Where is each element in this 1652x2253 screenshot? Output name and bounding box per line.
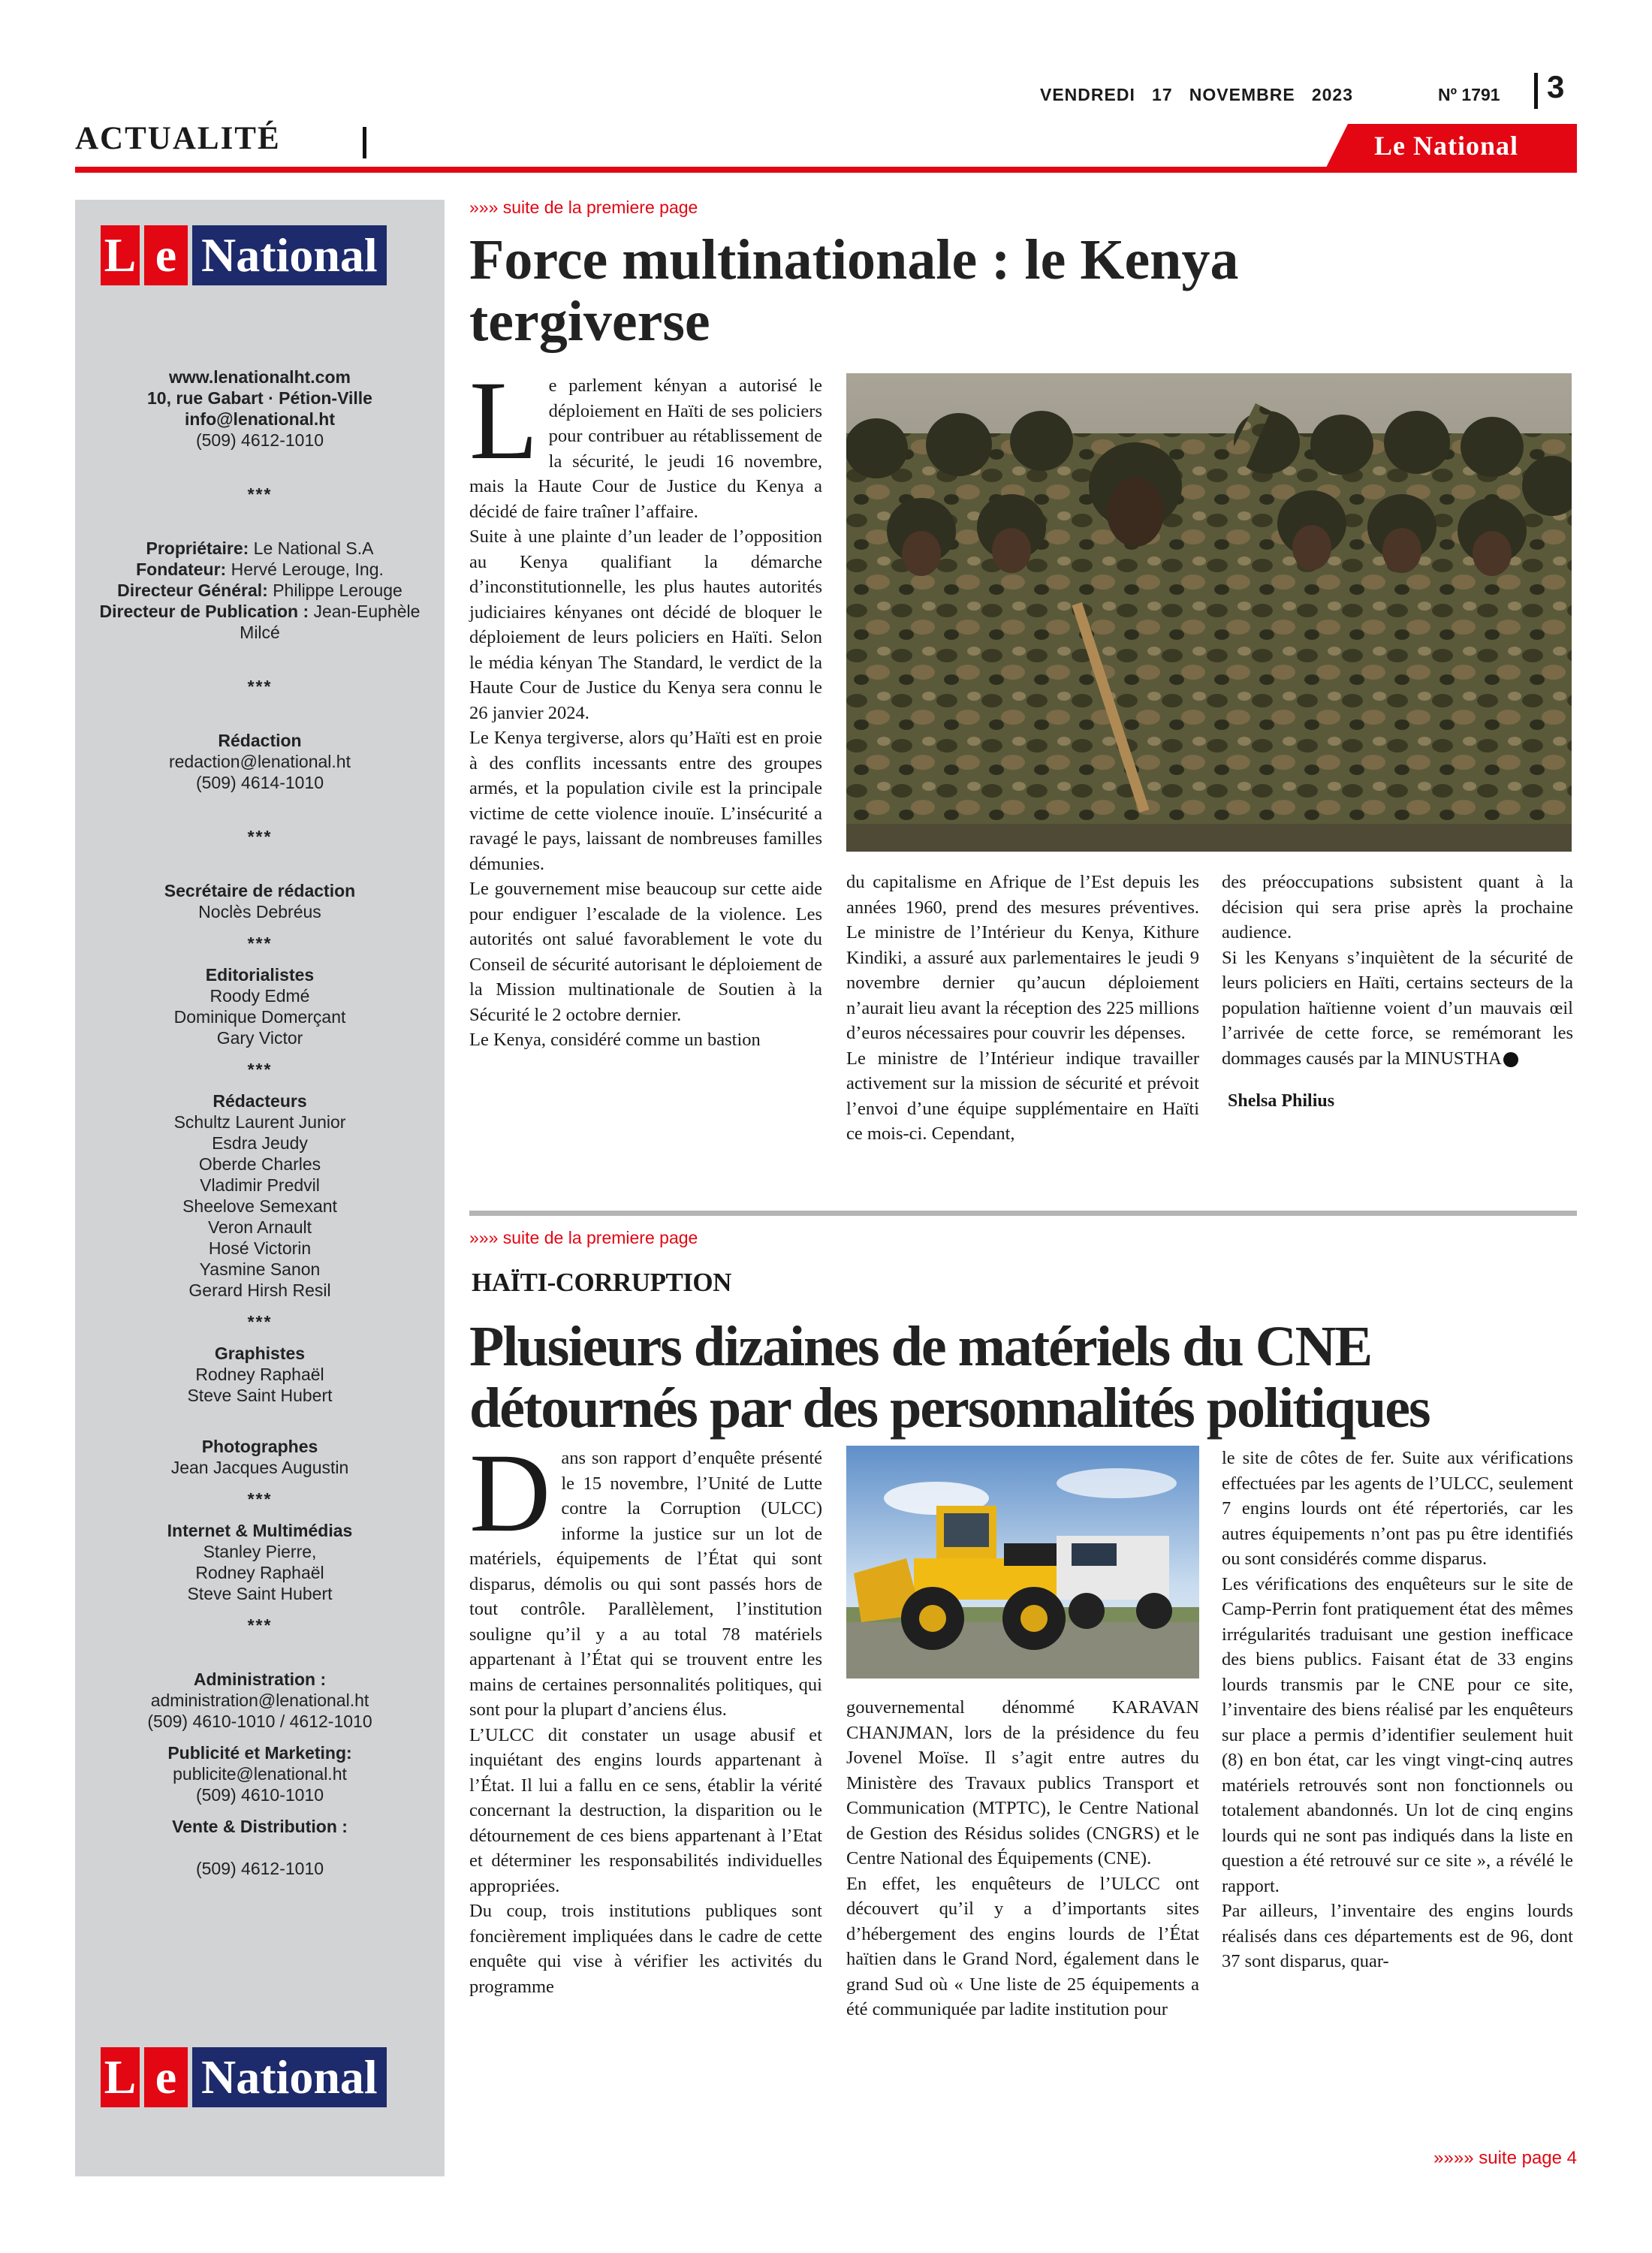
article1-column-3: des préoccupations subsistent quant à la décision qui sera prise après la prochaine audience. Si les Kenyans s’inquiètent de la sécurité de leurs policiers en Haïti, certains secteurs de la population haïtienne voient d’un mauvais œil l’arrivée de cette force, se remémorant les dommages causés par la MINUSTHA Shelsa Philius — [1222, 870, 1573, 1114]
separator: *** — [247, 484, 273, 504]
article2-column-2: gouvernemental dénommé KARAVAN CHANJMAN, lors de la présidence du feu Jovenel Moïse. Il s’agit entre autres du Ministère des Travaux publics Transport et Communication (MTPTC), le Centre National de Gestion des Résidus solides (CNGRS) et le Centre National des Équipements (CNE). En effet, les enquêteurs de l’ULCC ont découvert qu’il y a d’importants sites d’hébergement des engins lourds de l’État haïtien dans le Grand Nord, également dans le grand Sud où « Une liste de 25 équipements a été communiquée par ladite institution pour — [846, 1697, 1199, 2019]
email-link[interactable]: info@lenational.ht — [184, 409, 336, 429]
article2-dropcap: D — [469, 1431, 551, 1555]
vente-block: Vente & Distribution : (509) 4612-1010 — [172, 1817, 348, 1878]
separator: *** — [247, 1489, 273, 1509]
contact-block — [75, 366, 445, 451]
header-divider — [1534, 73, 1538, 109]
heavy-equipment-photo — [846, 1446, 1199, 1678]
article1-kicker: »»» suite de la premiere page — [469, 198, 698, 217]
article2-headline: Plusieurs dizaines de matériels du CNE détournés par des personnalités politiques — [469, 1315, 1430, 1440]
article-divider — [469, 1211, 1577, 1216]
phone: (509) 4612-1010 — [195, 430, 324, 450]
administration-block: Administration : administration@lenational.ht (509) 4610-1010 / 4612-1010 — [147, 1669, 372, 1731]
ownership-line: Directeur de Publication : Jean-Euphèle Milcé — [99, 602, 421, 642]
article1-dropcap: L — [469, 358, 538, 483]
separator: *** — [247, 1312, 273, 1332]
separator: *** — [247, 1615, 273, 1635]
article1-column-1: Le parlement kényan a autorisé le déploiement en Haïti de ses policiers pour contribuer au rétablissement de la sécurité, le jeudi 16 novembre, mais la Haute Cour de Justice du Kenya a décidé de faire traîner l’affaire. Suite à une plainte d’un leader de l’opposition au Kenya qualifiant la démarche d’inconstitutionnelle, les plus hautes autorités judiciaires kényanes ont décidé de bloquer le déploiement de leurs policiers en Haïti. Selon le média kényan The Standard, le verdict de la Haute Cour de Justice du Kenya sera connu le 26 janvier 2024. Le Kenya tergiverse, alors qu’Haïti est en proie à des conflits incessants entre des groupes armés, et la population civile est la principale victime de cette violence inouïe. L’insécurité a ravagé le pays, laissant de nombreuses familles démunies. Le gouvernement mise beaucoup sur cette aide pour endiguer l’escalade de la violence. Les autorités ont salué favorablement le vote du Conseil de sécurité autorisant le déploiement de la Mission multinationale de Soutien à la Sécurité le 2 octobre dernier. Le Kenya, considéré comme un bastion — [469, 358, 822, 1050]
ownership-line: Fondateur: Hervé Lerouge, Ing. — [136, 559, 384, 579]
publicite-block: Publicité et Marketing: publicite@lenational.ht (509) 4610-1010 — [167, 1743, 352, 1805]
end-mark-icon — [1503, 1052, 1518, 1067]
masthead-sidebar — [75, 200, 445, 2176]
issue-date: VENDREDI 17 NOVEMBRE 2023 — [1040, 85, 1354, 104]
newspaper-logo: L e National — [101, 225, 387, 285]
masthead-text — [75, 366, 445, 1879]
article1-signature: Shelsa Philius — [1228, 1091, 1335, 1111]
article2-photo — [846, 1446, 1199, 1678]
issue-number: Nº 1791 — [1438, 85, 1500, 104]
separator: *** — [247, 677, 273, 696]
article1-headline: Force multinationale : le Kenya tergiverse — [469, 228, 1239, 353]
article2-kicker: »»» suite de la premiere page — [469, 1228, 698, 1247]
section-title: ACTUALITÉ — [75, 121, 281, 156]
ownership-block — [75, 538, 445, 643]
separator: *** — [247, 933, 273, 953]
article2-column-3: le site de côtes de fer. Suite aux vérifications effectuées par les agents de l’ULCC, seulement 7 engins lourds ont été répertoriés, car les autres équipements n’ont pas pu être identifiés ou sont considérés comme disparus. Les vérifications des enquêteurs sur le site de Camp-Perrin font pratiquement état des mêmes irrégularités traduisant une gestion inefficace des biens publics. Faisant état de 33 engins lourds transmis par le CNE pour ce site, l’inventaire des biens réalisé par les enquêteurs sur place a permis d’identifier seulement huit (8) en bon état, car les vingt vingt-cinq autres matériels retrouvés sont non fonctionnels ou totalement abandonnés. Un lot de cinq engins lourds qui ne sont pas indiqués dans la liste en question a été retrouvé sur ce site », a révélé le rapport. Par ailleurs, l’inventaire des engins lourds réalisés dans ces départements est de 96, dont 37 sont disparus, quar- — [1222, 1448, 1573, 1971]
secretaire-block: Secrétaire de rédaction Noclès Debréus — [164, 881, 356, 921]
separator: *** — [247, 827, 273, 846]
internet-block: Internet & Multimédias Stanley Pierre, Rodney Raphaël Steve Saint Hubert — [167, 1521, 353, 1603]
article2-tag: HAÏTI-CORRUPTION — [472, 1268, 731, 1297]
editorialistes-block: Editorialistes Roody Edmé Dominique Domerçant Gary Victor — [173, 965, 346, 1048]
ownership-line: Directeur Général: Philippe Lerouge — [117, 581, 402, 600]
article1-column-2: du capitalisme en Afrique de l’Est depuis les années 1960, prend des mesures préventives. Le ministre de l’Intérieur du Kenya, Kithure Kindiki, a assuré aux parlementaires le jeudi 9 novembre dernier qu’aucun déploiement n’aurait lieu avant la réception des 225 millions d’euros nécessaires pour couvrir les dépenses. Le ministre de l’Intérieur indique travailler activement sur la mission de sécurité et prévoit l’envoi d’une équipe supplémentaire en Haïti ce mois-ci. Cependant, — [846, 872, 1199, 1144]
newspaper-logo-bottom: L e National — [101, 2047, 387, 2107]
website-link[interactable]: www.lenationalht.com — [169, 367, 351, 387]
page-number: 3 — [1547, 69, 1565, 104]
article1-photo — [846, 373, 1572, 852]
ownership-line: Propriétaire: Le National S.A — [146, 538, 374, 558]
address: 10, rue Gabart · Pétion-Ville — [147, 388, 372, 408]
article2-column-1: Dans son rapport d’enquête présenté le 15 novembre, l’Unité de Lutte contre la Corruption (ULCC) informe la justice sur un lot de matériels, équipements de l’État qui sont disparus, démolis ou qui sont passés hors de tout contrôle. Parallèlement, l’institution souligne qu’il y a au total 78 matériels appartenant à l’État qui se trouvent entre les mains de certaines personnalités politiques, qui sont pour la plupart d’anciens élus. L’ULCC dit constater un usage abusif et inquiétant des engins lourds appartenant à l’État. Il lui a fallu en ce sens, établir la vérité concernant la destruction, la disparition ou le détournement de ces biens appartenant à l’Etat et déterminer les responsabilités individuelles appropriées. Du coup, trois institutions publiques sont foncièrement impliquées dans le cadre de cette enquête qui vise à vérifier les activités du programme — [469, 1431, 822, 1997]
kenyan-police-photo — [846, 373, 1572, 852]
redacteurs-block: Rédacteurs Schultz Laurent Junior Esdra Jeudy Oberde Charles Vladimir Predvil Sheelove Semexant Veron Arnault Hosé Victorin Yasmine Sanon Gerard Hirsh Resil — [173, 1091, 346, 1300]
graphistes-block: Graphistes Rodney Raphaël Steve Saint Hubert — [187, 1344, 333, 1405]
section-divider — [363, 127, 366, 158]
redaction-block: Rédaction redaction@lenational.ht (509) 4614-1010 — [168, 731, 351, 792]
continued-link[interactable]: »»»» suite page 4 — [1433, 2148, 1577, 2168]
separator: *** — [247, 1060, 273, 1079]
brand-tab-label: Le National — [1374, 131, 1519, 161]
photographes-block: Photographes Jean Jacques Augustin — [170, 1437, 349, 1477]
